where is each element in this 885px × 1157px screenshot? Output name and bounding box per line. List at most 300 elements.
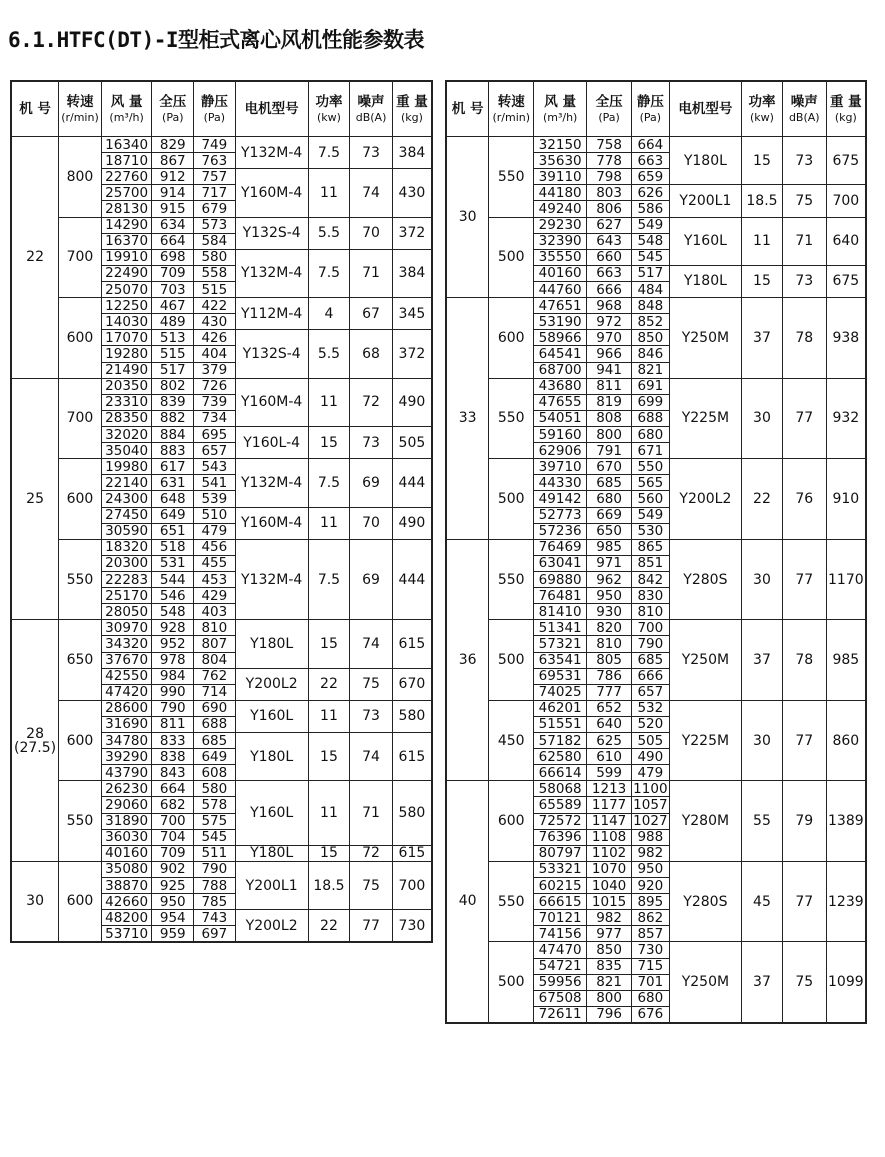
motor-cell: Y280S (669, 539, 741, 620)
total-pressure-cell: 838 (152, 749, 194, 765)
motor-cell: Y250M (669, 298, 741, 379)
total-pressure-cell: 544 (152, 571, 194, 587)
total-pressure-cell: 664 (152, 233, 194, 249)
weight-cell: 615 (392, 733, 432, 781)
flow-cell: 20300 (101, 555, 152, 571)
power-cell: 7.5 (308, 459, 350, 507)
noise-cell: 75 (782, 942, 826, 1023)
table-row (446, 298, 866, 314)
flow-cell: 76396 (534, 829, 587, 845)
total-pressure-cell: 660 (587, 249, 632, 265)
power-cell: 18.5 (742, 185, 783, 217)
motor-cell: Y180L (235, 620, 308, 668)
flow-cell: 54721 (534, 958, 587, 974)
total-pressure-cell: 651 (152, 523, 194, 539)
total-pressure-cell: 978 (152, 652, 194, 668)
noise-cell: 74 (350, 733, 393, 781)
power-cell: 7.5 (308, 249, 350, 297)
speed-cell: 600 (489, 781, 534, 862)
header-noise: 噪声 dB(A) (782, 81, 826, 137)
flow-cell: 39290 (101, 749, 152, 765)
static-pressure-cell: 549 (632, 217, 670, 233)
static-pressure-cell: 479 (632, 765, 670, 781)
power-cell: 7.5 (308, 137, 350, 169)
static-pressure-cell: 788 (194, 878, 236, 894)
total-pressure-cell: 867 (152, 153, 194, 169)
static-pressure-cell: 649 (194, 749, 236, 765)
flow-cell: 68700 (534, 362, 587, 378)
model-cell: 30 (446, 137, 489, 298)
flow-cell: 22760 (101, 169, 152, 185)
flow-cell: 64541 (534, 346, 587, 362)
weight-cell: 1389 (826, 781, 866, 862)
motor-cell: Y160M-4 (235, 507, 308, 539)
flow-cell: 47655 (534, 394, 587, 410)
total-pressure-cell: 915 (152, 201, 194, 217)
noise-cell: 77 (782, 539, 826, 620)
table-row (11, 700, 432, 716)
flow-cell: 57182 (534, 733, 587, 749)
total-pressure-cell: 952 (152, 636, 194, 652)
flow-cell: 60215 (534, 878, 587, 894)
flow-cell: 26230 (101, 781, 152, 797)
total-pressure-cell: 663 (587, 265, 632, 281)
motor-cell: Y180L (235, 845, 308, 861)
motor-cell: Y225M (669, 378, 741, 459)
flow-cell: 32150 (534, 137, 587, 153)
total-pressure-cell: 698 (152, 249, 194, 265)
model-cell: 40 (446, 781, 489, 1023)
power-cell: 7.5 (308, 539, 350, 620)
static-pressure-cell: 1100 (633, 780, 668, 797)
noise-cell: 78 (782, 620, 826, 701)
static-pressure-cell: 484 (632, 281, 670, 297)
total-pressure-cell: 670 (587, 459, 632, 475)
static-pressure-cell: 680 (632, 990, 670, 1006)
performance-table-right (445, 80, 867, 1024)
static-pressure-cell: 543 (194, 459, 236, 475)
noise-cell: 73 (350, 700, 393, 732)
total-pressure-cell: 810 (587, 636, 632, 652)
total-pressure-cell: 1070 (587, 861, 632, 877)
total-pressure-cell: 972 (587, 314, 632, 330)
total-pressure-cell: 930 (587, 604, 632, 620)
static-pressure-cell: 851 (632, 555, 670, 571)
static-pressure-cell: 739 (194, 394, 236, 410)
motor-cell: Y132M-4 (235, 459, 308, 507)
noise-cell: 78 (782, 298, 826, 379)
header-total-pressure: 全压 (Pa) (152, 81, 194, 137)
total-pressure-cell: 643 (587, 233, 632, 249)
speed-cell: 700 (59, 378, 102, 459)
weight-cell: 490 (392, 507, 432, 539)
flow-cell: 25070 (101, 281, 152, 297)
power-cell: 37 (742, 620, 783, 701)
noise-cell: 73 (782, 137, 826, 185)
static-pressure-cell: 920 (632, 878, 670, 894)
total-pressure-cell: 790 (152, 700, 194, 716)
header-speed: 转速 (r/min) (489, 81, 534, 137)
speed-cell: 600 (489, 298, 534, 379)
total-pressure-cell: 1015 (587, 894, 632, 910)
static-pressure-cell: 717 (194, 185, 236, 201)
power-cell: 55 (742, 781, 783, 862)
static-pressure-cell: 688 (632, 410, 670, 426)
static-pressure-cell: 545 (632, 249, 670, 265)
speed-cell: 550 (489, 137, 534, 218)
static-pressure-cell: 626 (632, 185, 670, 201)
total-pressure-cell: 950 (152, 894, 194, 910)
total-pressure-cell: 833 (152, 733, 194, 749)
total-pressure-cell: 925 (152, 878, 194, 894)
static-pressure-cell: 657 (194, 443, 236, 459)
flow-cell: 23310 (101, 394, 152, 410)
header-model: 机 号 (446, 81, 489, 137)
power-cell: 15 (308, 845, 350, 861)
flow-cell: 35550 (534, 249, 587, 265)
header-noise: 噪声 dB(A) (350, 81, 393, 137)
total-pressure-cell: 669 (587, 507, 632, 523)
flow-cell: 44330 (534, 475, 587, 491)
total-pressure-cell: 682 (152, 797, 194, 813)
table-row (11, 217, 432, 233)
static-pressure-cell: 530 (632, 523, 670, 539)
total-pressure-cell: 811 (587, 378, 632, 394)
static-pressure-cell: 691 (632, 378, 670, 394)
static-pressure-cell: 810 (194, 620, 236, 636)
static-pressure-cell: 701 (632, 974, 670, 990)
flow-cell: 28050 (101, 604, 152, 620)
static-pressure-cell: 515 (194, 281, 236, 297)
header-weight: 重 量 (kg) (826, 81, 866, 137)
power-cell: 11 (308, 781, 350, 845)
motor-cell: Y180L (669, 265, 741, 297)
total-pressure-cell: 709 (152, 265, 194, 281)
header-static-pressure: 静压 (Pa) (632, 81, 670, 137)
total-pressure-cell: 1108 (587, 829, 632, 845)
flow-cell: 53321 (534, 861, 587, 877)
table-row (11, 378, 432, 394)
model-cell: 33 (446, 298, 489, 540)
motor-cell: Y160L (669, 217, 741, 265)
flow-cell: 47470 (534, 942, 587, 958)
flow-cell: 20350 (101, 378, 152, 394)
performance-table-left (10, 80, 433, 943)
noise-cell: 70 (350, 217, 393, 249)
total-pressure-cell: 1147 (587, 813, 632, 829)
static-pressure-cell: 560 (632, 491, 670, 507)
static-pressure-cell: 982 (632, 845, 670, 861)
total-pressure-cell: 800 (587, 990, 632, 1006)
power-cell: 11 (742, 217, 783, 265)
motor-cell: Y112M-4 (235, 298, 308, 330)
total-pressure-cell: 990 (152, 684, 194, 700)
total-pressure-cell: 882 (152, 410, 194, 426)
static-pressure-cell: 734 (194, 410, 236, 426)
flow-cell: 49142 (534, 491, 587, 507)
speed-cell: 600 (59, 861, 102, 942)
flow-cell: 22490 (101, 265, 152, 281)
total-pressure-cell: 803 (587, 185, 632, 201)
noise-cell: 79 (782, 781, 826, 862)
static-pressure-cell: 426 (194, 330, 236, 346)
weight-cell: 640 (826, 217, 866, 265)
flow-cell: 76481 (534, 588, 587, 604)
static-pressure-cell: 532 (632, 700, 670, 716)
power-cell: 37 (742, 942, 783, 1023)
static-pressure-cell: 810 (632, 604, 670, 620)
static-pressure-cell: 541 (194, 475, 236, 491)
static-pressure-cell: 715 (632, 958, 670, 974)
motor-cell: Y200L2 (669, 459, 741, 540)
static-pressure-cell: 950 (632, 861, 670, 877)
noise-cell: 77 (782, 378, 826, 459)
flow-cell: 31690 (101, 716, 152, 732)
total-pressure-cell: 977 (587, 926, 632, 942)
flow-cell: 19910 (101, 249, 152, 265)
static-pressure-cell: 865 (632, 539, 670, 555)
static-pressure-cell: 848 (632, 298, 670, 314)
flow-cell: 30970 (101, 620, 152, 636)
power-cell: 22 (308, 668, 350, 700)
total-pressure-cell: 850 (587, 942, 632, 958)
weight-cell: 910 (826, 459, 866, 540)
model-cell: 25 (11, 378, 59, 620)
noise-cell: 68 (350, 330, 393, 378)
total-pressure-cell: 968 (587, 298, 632, 314)
static-pressure-cell: 697 (194, 926, 236, 942)
flow-cell: 69531 (534, 668, 587, 684)
motor-cell: Y160M-4 (235, 378, 308, 426)
power-cell: 11 (308, 169, 350, 217)
total-pressure-cell: 650 (587, 523, 632, 539)
flow-cell: 35040 (101, 443, 152, 459)
weight-cell: 932 (826, 378, 866, 459)
table-row (11, 298, 432, 314)
total-pressure-cell: 1213 (587, 781, 632, 797)
total-pressure-cell: 843 (152, 765, 194, 781)
power-cell: 22 (742, 459, 783, 540)
flow-cell: 53190 (534, 314, 587, 330)
speed-cell: 550 (489, 378, 534, 459)
weight-cell: 384 (392, 137, 432, 169)
flow-cell: 48200 (101, 910, 152, 926)
noise-cell: 69 (350, 459, 393, 507)
motor-cell: Y160L (235, 781, 308, 845)
static-pressure-cell: 685 (194, 733, 236, 749)
noise-cell: 73 (782, 265, 826, 297)
power-cell: 37 (742, 298, 783, 379)
header-flow: 风 量 (m³/h) (534, 81, 587, 137)
flow-cell: 62580 (534, 749, 587, 765)
total-pressure-cell: 819 (587, 394, 632, 410)
total-pressure-cell: 820 (587, 620, 632, 636)
flow-cell: 57236 (534, 523, 587, 539)
static-pressure-cell: 575 (194, 813, 236, 829)
static-pressure-cell: 680 (632, 426, 670, 442)
flow-cell: 34780 (101, 733, 152, 749)
total-pressure-cell: 928 (152, 620, 194, 636)
flow-cell: 43790 (101, 765, 152, 781)
total-pressure-cell: 700 (152, 813, 194, 829)
total-pressure-cell: 883 (152, 443, 194, 459)
flow-cell: 52773 (534, 507, 587, 523)
noise-cell: 75 (350, 861, 393, 909)
flow-cell: 42550 (101, 668, 152, 684)
weight-cell: 985 (826, 620, 866, 701)
weight-cell: 730 (392, 910, 432, 942)
flow-cell: 28350 (101, 410, 152, 426)
total-pressure-cell: 517 (152, 362, 194, 378)
noise-cell: 72 (350, 845, 393, 861)
model-cell: 36 (446, 539, 489, 781)
flow-cell: 72572 (534, 813, 587, 829)
header-power: 功率 (kw) (742, 81, 783, 137)
motor-cell: Y280M (669, 781, 741, 862)
motor-cell: Y250M (669, 620, 741, 701)
total-pressure-cell: 985 (587, 539, 632, 555)
weight-cell: 444 (392, 459, 432, 507)
flow-cell: 67508 (534, 990, 587, 1006)
header-model: 机 号 (11, 81, 59, 137)
flow-cell: 43680 (534, 378, 587, 394)
flow-cell: 57321 (534, 636, 587, 652)
total-pressure-cell: 649 (152, 507, 194, 523)
speed-cell: 600 (59, 700, 102, 781)
static-pressure-cell: 573 (194, 217, 236, 233)
flow-cell: 19980 (101, 459, 152, 475)
flow-cell: 47651 (534, 298, 587, 314)
table-row (11, 459, 432, 475)
flow-cell: 81410 (534, 604, 587, 620)
flow-cell: 47420 (101, 684, 152, 700)
speed-cell: 450 (489, 700, 534, 781)
weight-cell: 860 (826, 700, 866, 781)
total-pressure-cell: 982 (587, 910, 632, 926)
table-row (11, 620, 432, 636)
total-pressure-cell: 902 (152, 861, 194, 877)
static-pressure-cell: 578 (194, 797, 236, 813)
flow-cell: 49240 (534, 201, 587, 217)
static-pressure-cell: 700 (632, 620, 670, 636)
static-pressure-cell: 679 (194, 201, 236, 217)
power-cell: 22 (308, 910, 350, 942)
total-pressure-cell: 829 (152, 137, 194, 153)
speed-cell: 500 (489, 217, 534, 298)
table-row (11, 781, 432, 797)
weight-cell: 345 (392, 298, 432, 330)
weight-cell: 1170 (826, 539, 866, 620)
noise-cell: 69 (350, 539, 393, 620)
flow-cell: 69880 (534, 571, 587, 587)
flow-cell: 12250 (101, 298, 152, 314)
motor-cell: Y200L2 (235, 668, 308, 700)
speed-cell: 550 (59, 539, 102, 620)
static-pressure-cell: 857 (632, 926, 670, 942)
static-pressure-cell: 565 (632, 475, 670, 491)
total-pressure-cell: 680 (587, 491, 632, 507)
total-pressure-cell: 1040 (587, 878, 632, 894)
static-pressure-cell: 730 (632, 942, 670, 958)
total-pressure-cell: 652 (587, 700, 632, 716)
static-pressure-cell: 895 (632, 894, 670, 910)
power-cell: 30 (742, 700, 783, 781)
static-pressure-cell: 549 (632, 507, 670, 523)
weight-cell: 1239 (826, 861, 866, 942)
weight-cell: 670 (392, 668, 432, 700)
flow-cell: 39110 (534, 169, 587, 185)
noise-cell: 77 (782, 700, 826, 781)
flow-cell: 25170 (101, 588, 152, 604)
weight-cell: 938 (826, 298, 866, 379)
flow-cell: 25700 (101, 185, 152, 201)
table-row (11, 861, 432, 877)
speed-cell: 500 (489, 942, 534, 1023)
total-pressure-cell: 941 (587, 362, 632, 378)
static-pressure-cell: 550 (632, 459, 670, 475)
static-pressure-cell: 757 (194, 169, 236, 185)
flow-cell: 72611 (534, 1006, 587, 1022)
weight-cell: 675 (826, 137, 866, 185)
motor-cell: Y200L2 (235, 910, 308, 942)
flow-cell: 51551 (534, 716, 587, 732)
header-row (446, 81, 866, 137)
table-body-right (446, 137, 866, 1023)
static-pressure-cell: 545 (194, 829, 236, 845)
flow-cell: 32020 (101, 426, 152, 442)
flow-cell: 29230 (534, 217, 587, 233)
flow-cell: 18320 (101, 539, 152, 555)
speed-cell: 500 (489, 459, 534, 540)
static-pressure-cell: 517 (632, 265, 670, 281)
total-pressure-cell: 802 (152, 378, 194, 394)
flow-cell: 19280 (101, 346, 152, 362)
total-pressure-cell: 778 (587, 153, 632, 169)
header-motor: 电机型号 (669, 81, 741, 137)
flow-cell: 30590 (101, 523, 152, 539)
flow-cell: 40160 (534, 265, 587, 281)
weight-cell: 580 (392, 781, 432, 845)
table-row (446, 620, 866, 636)
power-cell: 15 (308, 733, 350, 781)
flow-cell: 74156 (534, 926, 587, 942)
static-pressure-cell: 505 (632, 733, 670, 749)
weight-cell: 384 (392, 249, 432, 297)
weight-cell: 700 (392, 861, 432, 909)
static-pressure-cell: 807 (194, 636, 236, 652)
total-pressure-cell: 796 (587, 1006, 632, 1022)
static-pressure-cell: 685 (632, 652, 670, 668)
flow-cell: 66615 (534, 894, 587, 910)
static-pressure-cell: 714 (194, 684, 236, 700)
static-pressure-cell: 852 (632, 314, 670, 330)
total-pressure-cell: 805 (587, 652, 632, 668)
static-pressure-cell: 763 (194, 153, 236, 169)
power-cell: 30 (742, 378, 783, 459)
power-cell: 11 (308, 700, 350, 732)
total-pressure-cell: 758 (587, 137, 632, 153)
flow-cell: 58068 (534, 781, 587, 797)
table-row (446, 861, 866, 877)
total-pressure-cell: 703 (152, 281, 194, 297)
total-pressure-cell: 518 (152, 539, 194, 555)
total-pressure-cell: 599 (587, 765, 632, 781)
speed-cell: 800 (59, 137, 102, 218)
model-cell: 22 (11, 137, 59, 379)
flow-cell: 34320 (101, 636, 152, 652)
power-cell: 45 (742, 861, 783, 942)
total-pressure-cell: 912 (152, 169, 194, 185)
